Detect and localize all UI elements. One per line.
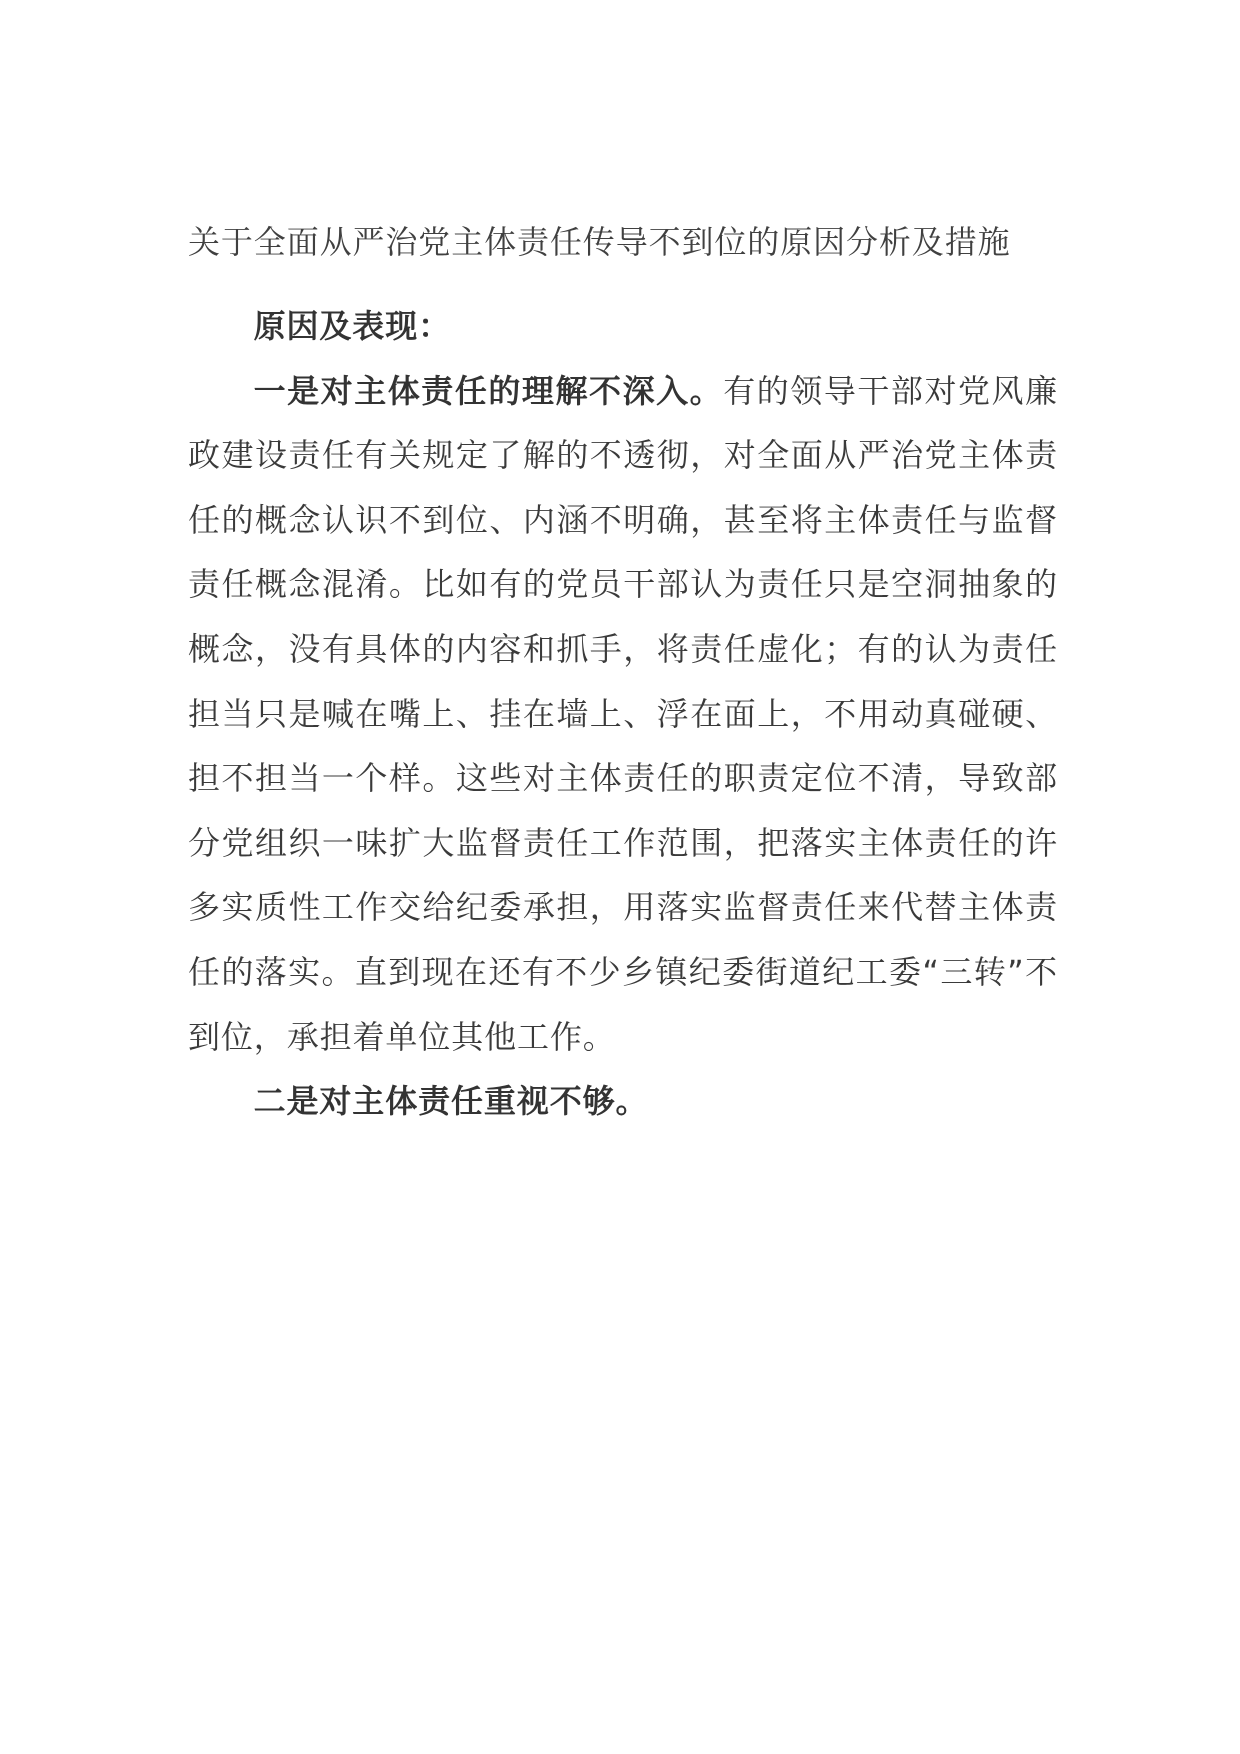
document-body xyxy=(188,210,1058,1134)
section-heading-paragraph xyxy=(188,294,1058,359)
point-2-paragraph xyxy=(188,1069,1058,1134)
point-1-lead: 一是对主体责任的理解不深入。 xyxy=(253,371,724,410)
point-1-body: 有的领导干部对党风廉政建设责任有关规定了解的不透彻，对全面从严治党主体责任的概念认识不到位、内涵不明确，甚至将主体责任与监督责任概念混淆。比如有的党员干部认为责任只是空洞抽象的概念，没有具体的内容和抓手，将责任虚化；有的认为责任担当只是喊在嘴上、挂在墙上、浮在面上，不用动真碰硬、担不担当一个样。这些对主体责任的职责定位不清，导致部分党组织一味扩大监督责任工作范围，把落实主体责任的许多实质性工作交给纪委承担，用落实监督责任来代替主体责任的落实。直到现在还有不少乡镇纪委街道纪工委“三转”不到位，承担着单位其他工作。 xyxy=(188,371,1058,1056)
point-1-paragraph xyxy=(188,359,1058,1070)
point-2-lead: 二是对主体责任重视不够。 xyxy=(253,1082,649,1121)
document-title: 关于全面从严治党主体责任传导不到位的原因分析及措施 xyxy=(188,223,1011,261)
section-heading: 原因及表现： xyxy=(253,307,451,345)
